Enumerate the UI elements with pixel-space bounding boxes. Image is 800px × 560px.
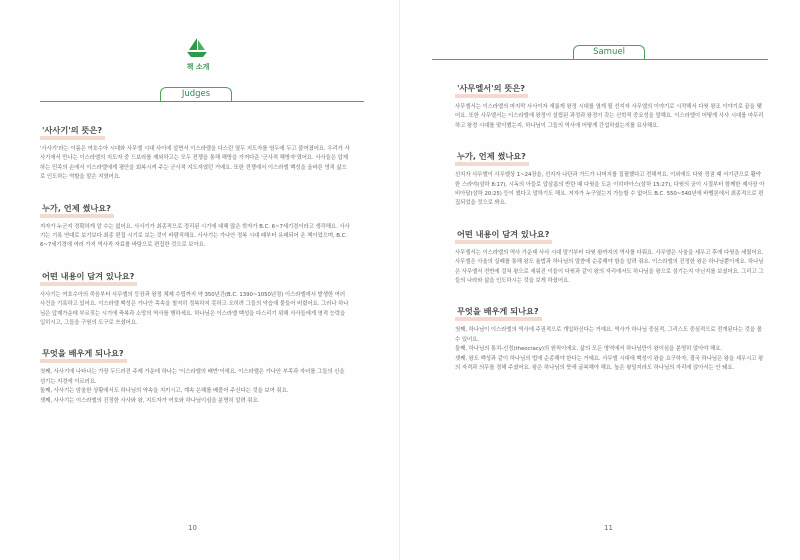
section-lessons [40, 341, 350, 406]
section-heading: '사사기'의 뜻은? [40, 126, 105, 140]
header-rule [40, 101, 364, 102]
header-rule [432, 59, 768, 60]
page-number: 11 [604, 524, 613, 532]
paragraph: 둘째, 하나님의 통치-신정(theocracy)의 원칙이에요. 삶의 모든 영역에서 하나님만이 왕이심을 분명히 알아야 해요. [455, 346, 723, 353]
book-intro-label: 책 소개 [186, 63, 210, 71]
section-author [455, 144, 765, 209]
section-heading: '사무엘서'의 뜻은? [455, 84, 528, 98]
paragraph: 셋째, 사사기는 이스라엘의 진정한 사사와 왕, 지도자가 여호와 하나님이심을 분명히 알려 줘요. [40, 397, 260, 404]
paragraph: 둘째, 사사기는 암울한 상황에서도 하나님의 약속을 지키시고, 계속 은혜를 베풀어 주신다는 것을 보여 줘요. [40, 388, 289, 395]
paragraph: 저자가 누군지 정확하게 알 수는 없어요. 사사기가 최종적으로 정리된 시기에 대해 많은 학자가 B.C. 6~7세기경이라고 생각해요. 사사기는 기록 연대로 보기보다 최종 편집 시기로 보는 것이 바람직해요. 사사기는 가나안 정복 시대 때부터 유래되어 온 책이었으며, B.C. 6~7세기경에 여러 가지 역사적 자료를 바탕으로 편집한 것으로 보아요. [40, 223, 350, 249]
book-title-tab: Judges [160, 87, 232, 101]
page-number: 10 [188, 524, 197, 532]
book-title-tab: Samuel [573, 45, 645, 59]
section-heading: 어떤 내용이 담겨 있나요? [455, 230, 552, 244]
right-content [455, 76, 765, 387]
paragraph: 사무엘서는 이스라엘의 역사 가운데 사사 시대 말기부터 다윗 왕까지의 역사를 다뤄요. 사무엘은 사울을 세우고 후에 다윗을 세웠어요. 사무엘은 사울의 실패를 통해 왕도 율법과 하나님의 말씀에 순종해야 함을 알려 줘요. 이스라엘의 진정한 왕은 하나님뿐이에요. 하나님은 사무엘서 전반에 걸쳐 왕으로 세워진 이들이 다윗과 같이 왕의 자리에서도 하나님을 왕으로 섬기는지 아닌지를 보셨어요. 그리고 그들의 나라와 삶을 인도하시는 것을 보게 하셨어요. [455, 249, 764, 285]
paragraph: 첫째, 하나님이 이스라엘의 역사에 주권적으로 개입하신다는 거예요. 역사가 하나님 중심적, 그리스도 중심적으로 전개된다는 것을 볼 수 있어요. [455, 327, 762, 343]
left-content [40, 118, 350, 419]
paragraph: 첫째, 사사기에 나타나는 가장 두드러진 주제 가운데 하나는 '이스라엘의 배반'이에요. 이스라엘은 가나안 부족과 자녀를 그들의 신을 섬기는 지경에 이르러요. [40, 369, 345, 385]
paragraph: 선지자 사무엘이 사무엘상 1~24장을, 선지자 나단과 가드가 나머지를 집필했다고 전해져요. 이외에도 다윗 정권 때 서기관으로 활약한 스라야(삼하 8:17), 시독의 아들로 압살롬의 반란 때 다윗을 도운 이히마아스(삼하 15:27), 다윗의 궁이 시절부터 함께한 제사장 아비아달(삼하 20:25) 등이 썼다고 말하기도 해요. 저자가 누구였는지 가늠할 수 없어도 B.C. 550~540년에 바벨론에서 최종적으로 편집되었을 것으로 봐요. [455, 172, 765, 207]
section-author [40, 196, 350, 251]
paragraph: 셋째, 왕도 백성과 같이 하나님의 법에 순종해야 한다는 거예요. 사무엘 시대에 백성이 왕을 요구하자, 결국 하나님은 왕을 세우시고 왕의 자격과 의무를 정해 주셨어요. 왕은 하나님의 뜻에 굴복해야 해요. 높은 왕일지라도 하나님의 자리에 앉아서는 안 돼요. [455, 355, 764, 372]
paragraph: 사사기는 여호수아의 죽음부터 사무엘의 등장과 왕정 체제 수립까지 약 350년간(B.C. 1390~1050년경) 이스라엘에서 발생한 여러 사건을 기록하고 있어요. 이스라엘 백성은 가나안 족속을 철저히 정복하지 못하고 오히려 그들의 악습에 물들어 버렸어요. 그러나 하나님은 압제가운데 부르짖는 시기에 축복과 소망의 역사를 행하세요. 하나님은 이스라엘 백성을 다스리기 위해 사사들에게 영적 능력을 입히시고, 그들을 구원의 도구로 쓰셨어요. [40, 291, 349, 327]
section-heading: 누가, 언제 썼나요? [455, 152, 529, 166]
paragraph: '사사기'라는 이름은 여호수아 시대와 사무엘 시대 사이에 살면서 이스라엘을 다스린 열두 지도자를 염두에 두고 붙여졌어요. 우리가 사사기에서 만나는 이스라엘의 지도자 중 드보라를 제외하고는 모두 전쟁을 통해 해방을 가져다준 '군사적 해방자'였어요. 사사들은 압제하는 민족의 손에서 이스라엘에게 평안을 회복시켜 주는 군사적 지도자였던 거예요. 또한 전쟁에서 이스라엘 백성을 올바른 영적 삶으로 인도하는 역할을 맡은 지였어요. [40, 146, 350, 181]
section-heading: 무엇을 배우게 되나요? [40, 349, 127, 363]
section-content [40, 264, 350, 329]
section-content [455, 222, 765, 287]
sailboat-icon [185, 37, 209, 59]
section-lessons [455, 299, 765, 373]
paragraph: 사무엘서는 이스라엘의 마지막 사사이자 새롭게 왕정 시대를 열게 될 선지자 사무엘의 이야기로 시작해서 다윗 왕조 이야기로 끝을 맺어요. 또한 사무엘서는 이스라엘에 왕정이 설립된 과정과 왕정이 갖는 신학적 중요성을 말해요. 이스라엘이 어떻게 사사 시대를 마무리하고 왕정 시대를 맞이했는지, 하나님이 그들의 역사에 어떻게 간섭하셨는지를 묘사해요. [455, 104, 764, 129]
section-meaning [40, 118, 350, 183]
section-heading: 어떤 내용이 담겨 있나요? [40, 272, 137, 286]
section-meaning [455, 76, 765, 131]
section-heading: 무엇을 배우게 되나요? [455, 307, 542, 321]
section-heading: 누가, 언제 썼나요? [40, 204, 114, 218]
